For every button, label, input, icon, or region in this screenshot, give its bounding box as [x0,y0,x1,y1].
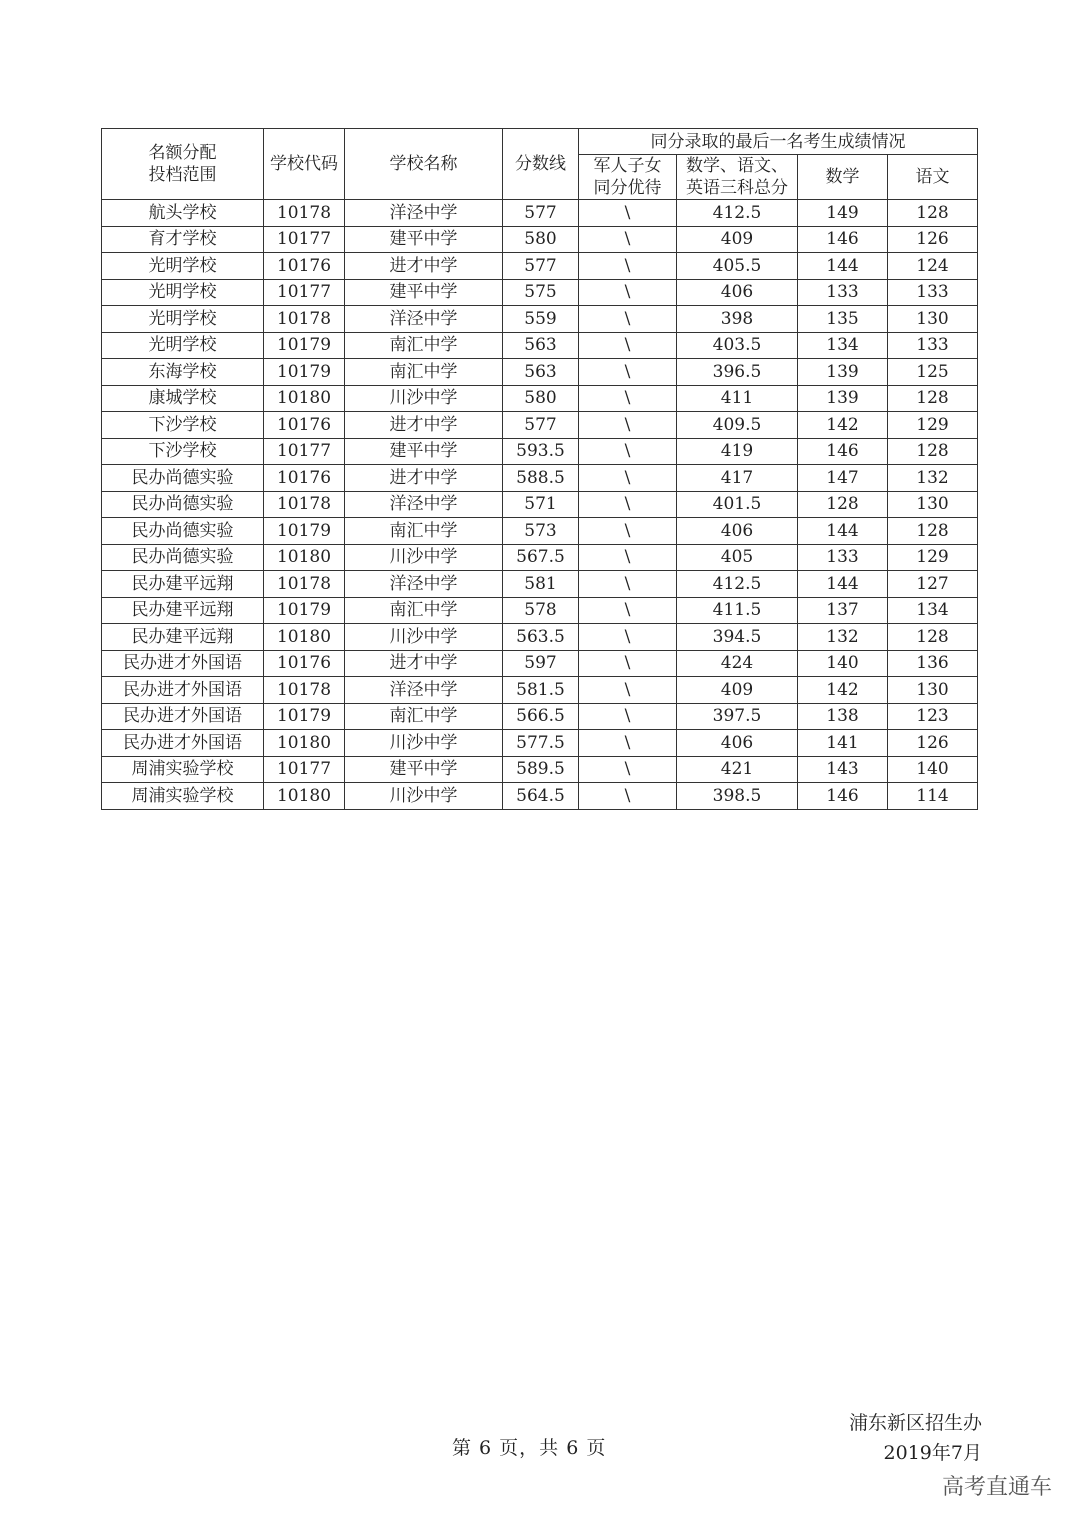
cell-name: 南汇中学 [345,359,503,386]
cell-range: 周浦实验学校 [102,756,264,783]
cell-chinese: 126 [888,730,978,757]
watermark: 高考直通车 [941,1475,1052,1500]
cell-range: 周浦实验学校 [102,783,264,810]
cell-cutoff: 566.5 [503,703,579,730]
cell-code: 10179 [264,518,345,545]
cell-total: 406 [677,279,798,306]
cell-military: \ [579,597,677,624]
cell-total: 401.5 [677,491,798,518]
cell-chinese: 128 [888,624,978,651]
cell-name: 南汇中学 [345,332,503,359]
cell-math: 146 [798,783,888,810]
table-row [102,465,978,492]
cell-name: 洋泾中学 [345,571,503,598]
cell-total: 409 [677,226,798,253]
cell-chinese: 123 [888,703,978,730]
cell-chinese: 114 [888,783,978,810]
table-row [102,544,978,571]
cell-name: 洋泾中学 [345,306,503,333]
cell-math: 138 [798,703,888,730]
table-row [102,518,978,545]
cell-name: 进才中学 [345,412,503,439]
cell-code: 10180 [264,624,345,651]
cell-cutoff: 564.5 [503,783,579,810]
cell-chinese: 132 [888,465,978,492]
cell-code: 10177 [264,279,345,306]
cell-range: 光明学校 [102,253,264,280]
cell-code: 10180 [264,544,345,571]
cell-name: 建平中学 [345,438,503,465]
cell-military: \ [579,756,677,783]
cell-name: 川沙中学 [345,783,503,810]
cell-chinese: 129 [888,412,978,439]
cell-cutoff: 559 [503,306,579,333]
cell-total: 419 [677,438,798,465]
cell-military: \ [579,306,677,333]
cell-total: 405.5 [677,253,798,280]
table-row [102,332,978,359]
cell-math: 133 [798,279,888,306]
cell-total: 424 [677,650,798,677]
cell-math: 144 [798,518,888,545]
cell-total: 412.5 [677,571,798,598]
cell-military: \ [579,650,677,677]
cell-total: 411.5 [677,597,798,624]
header-range: 名额分配 投档范围 [102,129,264,200]
cell-name: 洋泾中学 [345,677,503,704]
cell-total: 412.5 [677,200,798,227]
cell-cutoff: 578 [503,597,579,624]
cell-military: \ [579,491,677,518]
cell-name: 川沙中学 [345,385,503,412]
cell-code: 10178 [264,571,345,598]
cell-military: \ [579,677,677,704]
cell-total: 406 [677,518,798,545]
cell-cutoff: 573 [503,518,579,545]
cell-total: 409 [677,677,798,704]
cell-total: 403.5 [677,332,798,359]
cell-total: 411 [677,385,798,412]
cell-range: 下沙学校 [102,438,264,465]
cell-cutoff: 563.5 [503,624,579,651]
cell-chinese: 126 [888,226,978,253]
cell-range: 育才学校 [102,226,264,253]
table-row [102,412,978,439]
cell-code: 10179 [264,332,345,359]
table-row [102,783,978,810]
cell-cutoff: 577.5 [503,730,579,757]
cell-name: 川沙中学 [345,544,503,571]
cell-range: 民办进才外国语 [102,650,264,677]
cell-math: 128 [798,491,888,518]
cell-code: 10178 [264,306,345,333]
table-row [102,359,978,386]
cell-code: 10179 [264,597,345,624]
cell-name: 建平中学 [345,226,503,253]
cell-chinese: 128 [888,438,978,465]
cell-name: 川沙中学 [345,624,503,651]
cell-math: 135 [798,306,888,333]
table-row [102,677,978,704]
cell-cutoff: 563 [503,332,579,359]
cell-total: 397.5 [677,703,798,730]
issuer-office: 浦东新区招生办 [848,1412,982,1434]
cell-chinese: 128 [888,200,978,227]
cell-range: 民办尚德实验 [102,465,264,492]
header-military: 军人子女 同分优待 [579,155,677,200]
cell-range: 民办进才外国语 [102,730,264,757]
cell-military: \ [579,544,677,571]
cell-military: \ [579,200,677,227]
cell-math: 149 [798,200,888,227]
cell-name: 川沙中学 [345,730,503,757]
cell-range: 民办尚德实验 [102,491,264,518]
cell-math: 137 [798,597,888,624]
table-row [102,756,978,783]
cell-name: 南汇中学 [345,597,503,624]
cell-cutoff: 588.5 [503,465,579,492]
header-code: 学校代码 [264,129,345,200]
table-row [102,253,978,280]
cell-chinese: 129 [888,544,978,571]
cell-total: 394.5 [677,624,798,651]
table-row [102,650,978,677]
cell-chinese: 134 [888,597,978,624]
cell-cutoff: 575 [503,279,579,306]
cell-code: 10179 [264,703,345,730]
cell-name: 洋泾中学 [345,200,503,227]
table-row [102,730,978,757]
cell-code: 10176 [264,650,345,677]
header-name: 学校名称 [345,129,503,200]
cell-chinese: 128 [888,385,978,412]
cell-math: 142 [798,677,888,704]
cell-military: \ [579,359,677,386]
cell-chinese: 124 [888,253,978,280]
header-total: 数学、语文、 英语三科总分 [677,155,798,200]
cell-range: 光明学校 [102,332,264,359]
cell-total: 405 [677,544,798,571]
cell-total: 398.5 [677,783,798,810]
cell-math: 140 [798,650,888,677]
cell-cutoff: 580 [503,226,579,253]
cell-military: \ [579,703,677,730]
issuer-block [849,1408,982,1468]
header-chinese: 语文 [888,155,978,200]
cell-math: 147 [798,465,888,492]
cell-total: 417 [677,465,798,492]
table-row [102,385,978,412]
cell-name: 建平中学 [345,756,503,783]
cell-math: 146 [798,226,888,253]
cell-name: 洋泾中学 [345,491,503,518]
cell-math: 133 [798,544,888,571]
header-math: 数学 [798,155,888,200]
cell-math: 143 [798,756,888,783]
table-row [102,491,978,518]
table-row [102,703,978,730]
cell-code: 10177 [264,226,345,253]
cell-code: 10178 [264,677,345,704]
cell-military: \ [579,253,677,280]
cell-code: 10180 [264,783,345,810]
cell-military: \ [579,465,677,492]
cell-chinese: 125 [888,359,978,386]
cell-chinese: 128 [888,518,978,545]
cell-cutoff: 577 [503,412,579,439]
cell-military: \ [579,518,677,545]
cell-range: 东海学校 [102,359,264,386]
cell-cutoff: 593.5 [503,438,579,465]
table-row [102,624,978,651]
table-body [102,200,978,810]
cell-math: 141 [798,730,888,757]
cell-military: \ [579,332,677,359]
cell-math: 134 [798,332,888,359]
cell-code: 10178 [264,200,345,227]
cell-military: \ [579,279,677,306]
cell-cutoff: 597 [503,650,579,677]
page-number: 第 6 页，共 6 页 [452,1437,607,1459]
admission-table [101,128,978,810]
table-row [102,306,978,333]
cell-total: 406 [677,730,798,757]
cell-military: \ [579,385,677,412]
cell-chinese: 133 [888,332,978,359]
cell-chinese: 136 [888,650,978,677]
cell-math: 144 [798,253,888,280]
cell-range: 民办建平远翔 [102,571,264,598]
cell-chinese: 130 [888,677,978,704]
cell-math: 132 [798,624,888,651]
cell-code: 10177 [264,756,345,783]
cell-chinese: 130 [888,306,978,333]
cell-cutoff: 563 [503,359,579,386]
cell-range: 民办尚德实验 [102,518,264,545]
cell-cutoff: 567.5 [503,544,579,571]
cell-name: 建平中学 [345,279,503,306]
cell-range: 下沙学校 [102,412,264,439]
cell-code: 10178 [264,491,345,518]
cell-military: \ [579,624,677,651]
cell-code: 10176 [264,253,345,280]
cell-range: 民办尚德实验 [102,544,264,571]
cell-military: \ [579,730,677,757]
cell-range: 康城学校 [102,385,264,412]
cell-cutoff: 589.5 [503,756,579,783]
cell-name: 进才中学 [345,650,503,677]
cell-range: 光明学校 [102,306,264,333]
table-row [102,438,978,465]
cell-code: 10180 [264,385,345,412]
cell-total: 396.5 [677,359,798,386]
cell-code: 10176 [264,412,345,439]
cell-range: 光明学校 [102,279,264,306]
cell-cutoff: 577 [503,200,579,227]
cell-range: 民办建平远翔 [102,597,264,624]
cell-military: \ [579,783,677,810]
cell-code: 10177 [264,438,345,465]
cell-code: 10179 [264,359,345,386]
cell-math: 146 [798,438,888,465]
cell-chinese: 140 [888,756,978,783]
cell-military: \ [579,226,677,253]
header-group: 同分录取的最后一名考生成绩情况 [579,129,978,155]
cell-total: 421 [677,756,798,783]
cell-name: 进才中学 [345,465,503,492]
cell-cutoff: 581 [503,571,579,598]
table-row [102,226,978,253]
issue-date: 2019年7月 [883,1442,982,1464]
cell-military: \ [579,412,677,439]
cell-math: 139 [798,385,888,412]
cell-math: 142 [798,412,888,439]
cell-total: 398 [677,306,798,333]
table-row [102,200,978,227]
cell-math: 144 [798,571,888,598]
cell-range: 民办进才外国语 [102,677,264,704]
cell-range: 民办建平远翔 [102,624,264,651]
table-row [102,571,978,598]
cell-code: 10176 [264,465,345,492]
cell-name: 南汇中学 [345,703,503,730]
cell-total: 409.5 [677,412,798,439]
cell-cutoff: 581.5 [503,677,579,704]
table-row [102,597,978,624]
cell-cutoff: 577 [503,253,579,280]
cell-name: 进才中学 [345,253,503,280]
cell-chinese: 127 [888,571,978,598]
cell-range: 民办进才外国语 [102,703,264,730]
header-cutoff: 分数线 [503,129,579,200]
cell-chinese: 130 [888,491,978,518]
cell-cutoff: 580 [503,385,579,412]
cell-range: 航头学校 [102,200,264,227]
cell-military: \ [579,571,677,598]
cell-math: 139 [798,359,888,386]
table-row [102,279,978,306]
cell-code: 10180 [264,730,345,757]
cell-cutoff: 571 [503,491,579,518]
cell-chinese: 133 [888,279,978,306]
cell-military: \ [579,438,677,465]
cell-name: 南汇中学 [345,518,503,545]
